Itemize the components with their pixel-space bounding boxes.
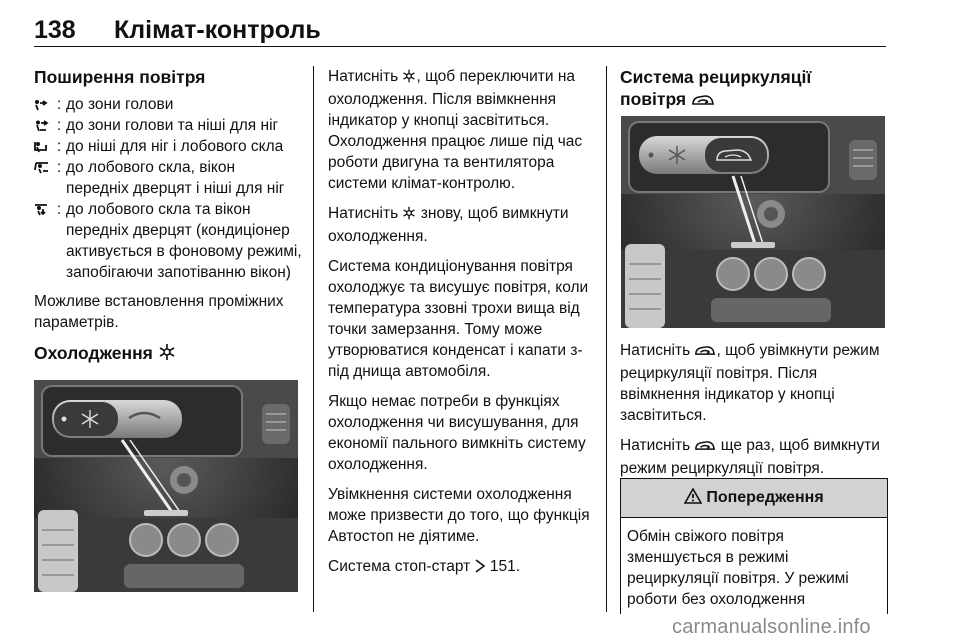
snowflake-icon xyxy=(158,343,176,366)
warning-text: Обмін свіжого повітря зменшується в режимі рециркуляції повітря. У режимі роботи без охолодження xyxy=(627,528,849,608)
airflow-windscreen-windows-feet-icon xyxy=(34,157,52,178)
airflow-item-text: до ніші для ніг і лобового скла xyxy=(66,138,284,155)
list-item: : до зони голови та ніші для ніг xyxy=(34,115,302,136)
watermark: carmanualsonline.info xyxy=(672,616,871,638)
cooling-paragraph-1: Натисніть , щоб переключити на охолодження. Після ввімкнення індикатор у кнопці засвітиться. Охолодження працює лише під час роботи двигуна та вентилятора системи клімат-контролю. xyxy=(328,68,583,192)
recirculation-icon xyxy=(691,90,715,112)
recirculation-icon xyxy=(694,437,716,458)
page-reference-arrow-icon xyxy=(475,558,486,579)
climate-panel-photo-recirculation xyxy=(621,116,885,328)
warning-header xyxy=(621,479,887,518)
recirculation-icon xyxy=(694,342,716,363)
column-divider-1 xyxy=(313,66,314,612)
list-item: : до лобового скла та вікон передніх дверцят (кондиціонер активується в фоновому режимі, запобігаючи запотіванню вікон) xyxy=(34,199,302,283)
cooling-paragraph-3: Система кондиціонування повітря охолоджує та висушує повітря, коли температура ззовні трохи вища від точки замерзання. Тому може утворюватися конденсат і капати з-під днища автомобіля. xyxy=(328,258,589,380)
heading-air-distribution: Поширення повітря xyxy=(34,67,206,87)
warning-box xyxy=(620,478,888,614)
stop-start-reference: Система стоп-старт 151. xyxy=(328,556,598,579)
recirculation-paragraph-2: Натисніть ще раз, щоб вимкнути режим рециркуляції повітря. xyxy=(620,437,880,477)
airflow-item-text: до лобового скла, вікон передніх дверцят і ніші для ніг xyxy=(66,159,285,197)
airflow-item-text: до лобового скла та вікон передніх дверцят (кондиціонер активується в фоновому режимі, запобігаючи запотіванню вікон) xyxy=(66,201,302,281)
right-column xyxy=(620,66,886,118)
airflow-item-text: до зони голови xyxy=(66,96,174,113)
right-column-text xyxy=(620,340,886,488)
cooling-paragraph-2: Натисніть знову, щоб вимкнути охолодження. xyxy=(328,205,569,245)
list-item: : до лобового скла, вікон передніх дверцят і ніші для ніг xyxy=(34,157,302,199)
intermediate-settings-note: Можливе встановлення проміжних параметрів. xyxy=(34,293,284,331)
warning-title: Попередження xyxy=(706,489,824,506)
page-header xyxy=(34,10,886,47)
column-divider-2 xyxy=(606,66,607,612)
heading-cooling: Охолодження xyxy=(34,342,302,366)
page-number: 138 xyxy=(34,16,76,44)
middle-column xyxy=(328,66,598,588)
recirculation-paragraph-1: Натисніть , щоб увімкнути режим рециркуляції повітря. Після ввімкнення індикатор у кнопці засвітиться. xyxy=(620,342,880,424)
airflow-item-text: до зони голови та ніші для ніг xyxy=(66,117,279,134)
list-item: : до ніші для ніг і лобового скла xyxy=(34,136,302,157)
airflow-windscreen-windows-icon xyxy=(34,199,52,220)
airflow-head-feet-icon xyxy=(34,115,52,136)
snowflake-icon xyxy=(402,68,416,89)
cooling-paragraph-5: Увімкнення системи охолодження може призвести до того, що функція Автостоп не діятиме. xyxy=(328,486,590,545)
airflow-list xyxy=(34,94,302,283)
snowflake-icon xyxy=(402,205,416,226)
airflow-head-icon xyxy=(34,94,52,115)
left-column xyxy=(34,66,302,372)
cooling-paragraph-4: Якщо немає потреби в функціях охолодження чи висушування, для економії пального вимкніть систему охолодження. xyxy=(328,393,586,473)
list-item: : до зони голови xyxy=(34,94,302,115)
airflow-feet-defrost-icon xyxy=(34,136,52,157)
chapter-title: Клімат-контроль xyxy=(114,16,321,44)
climate-panel-photo-cooling xyxy=(34,380,298,592)
heading-recirculation: Система рециркуляції повітря xyxy=(620,66,886,112)
warning-triangle-icon xyxy=(684,488,702,509)
